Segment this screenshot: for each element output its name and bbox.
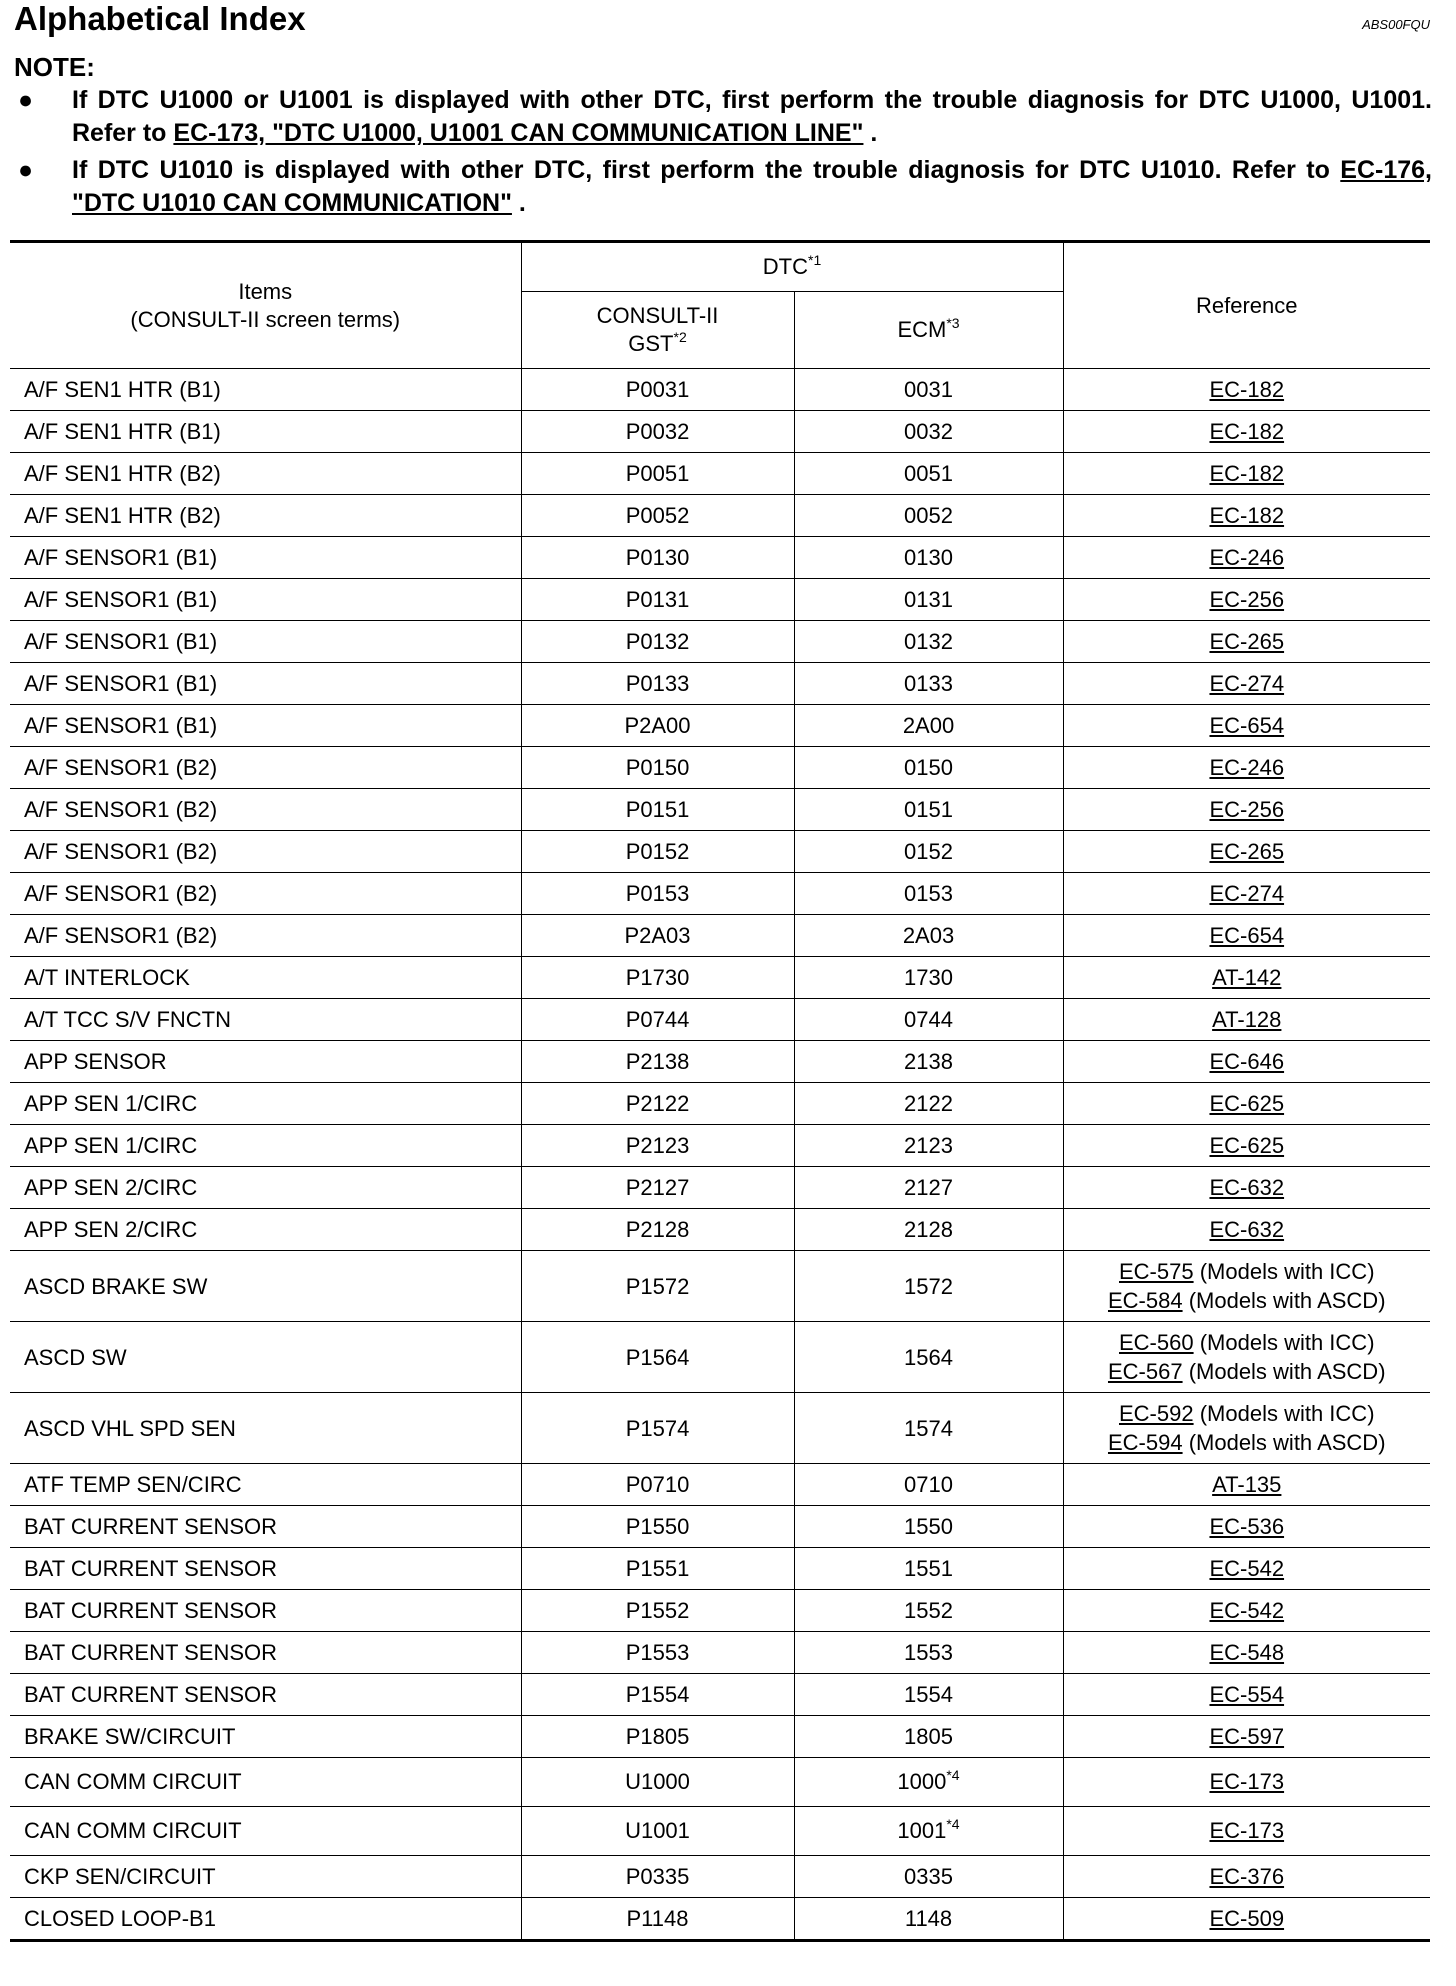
reference-link[interactable]: AT-135 xyxy=(1212,1471,1282,1497)
reference-link[interactable]: EC-274 xyxy=(1209,670,1285,696)
bullet-dot-icon: ● xyxy=(18,86,34,114)
table-row xyxy=(10,831,1430,873)
row-reference xyxy=(1063,1590,1430,1632)
header-ecm: ECM$^{*3}$ xyxy=(794,292,1063,369)
row-consult-code: P1730 xyxy=(521,957,794,999)
note-bullet xyxy=(14,154,1432,220)
reference-note: (Models with ICC) xyxy=(1193,1401,1375,1426)
row-consult-code: P1148 xyxy=(521,1898,794,1941)
row-item-name: BAT CURRENT SENSOR xyxy=(10,1548,521,1590)
row-reference xyxy=(1063,747,1430,789)
row-item-name: A/F SEN1 HTR (B2) xyxy=(10,453,521,495)
row-ecm-code: 0150 xyxy=(794,747,1063,789)
row-ecm-code: 0133 xyxy=(794,663,1063,705)
table-row xyxy=(10,1632,1430,1674)
row-item-name: BAT CURRENT SENSOR xyxy=(10,1674,521,1716)
note-label: NOTE: xyxy=(14,52,95,82)
row-ecm-code: 0335 xyxy=(794,1856,1063,1898)
reference-link[interactable]: EC-567 xyxy=(1107,1359,1183,1384)
row-reference xyxy=(1063,1632,1430,1674)
row-item-name: APP SEN 1/CIRC xyxy=(10,1125,521,1167)
reference-link[interactable]: EC-584 xyxy=(1107,1288,1183,1313)
row-ecm-code: 1550 xyxy=(794,1506,1063,1548)
reference-link[interactable]: EC-646 xyxy=(1209,1048,1285,1074)
reference-link[interactable]: EC-182 xyxy=(1209,418,1285,444)
row-ecm-code: 0151 xyxy=(794,789,1063,831)
reference-link[interactable]: EC-575 xyxy=(1119,1259,1194,1284)
reference-note: (Models with ASCD) xyxy=(1182,1359,1386,1384)
row-ecm-code: 1553 xyxy=(794,1632,1063,1674)
row-reference xyxy=(1063,915,1430,957)
table-row xyxy=(10,621,1430,663)
row-reference xyxy=(1063,1674,1430,1716)
reference-link[interactable]: EC-182 xyxy=(1209,376,1285,402)
row-reference xyxy=(1063,1548,1430,1590)
row-item-name: A/F SEN1 HTR (B1) xyxy=(10,411,521,453)
row-consult-code: P1574 xyxy=(521,1393,794,1464)
table-row xyxy=(10,1464,1430,1506)
row-consult-code: P0744 xyxy=(521,999,794,1041)
row-consult-code: P0130 xyxy=(521,537,794,579)
table-row xyxy=(10,1322,1430,1393)
row-item-name: A/T INTERLOCK xyxy=(10,957,521,999)
row-ecm-code: 2128 xyxy=(794,1209,1063,1251)
reference-link[interactable]: EC-246 xyxy=(1209,754,1285,780)
row-consult-code: P0151 xyxy=(521,789,794,831)
header-dtc: DTC$^{*1}$ xyxy=(521,242,1063,292)
reference-link[interactable]: EC-625 xyxy=(1209,1132,1285,1158)
row-reference xyxy=(1063,789,1430,831)
row-reference xyxy=(1063,1125,1430,1167)
reference-note: (Models with ASCD) xyxy=(1182,1430,1386,1455)
row-reference xyxy=(1063,621,1430,663)
row-ecm-code: 1564 xyxy=(794,1322,1063,1393)
note-reference-link[interactable]: EC-176, "DTC U1010 CAN COMMUNICATION" xyxy=(72,156,1432,217)
reference-link[interactable]: EC-182 xyxy=(1209,502,1285,528)
row-ecm-code: 2A03 xyxy=(794,915,1063,957)
row-reference xyxy=(1063,537,1430,579)
row-reference xyxy=(1063,873,1430,915)
row-item-name: BAT CURRENT SENSOR xyxy=(10,1632,521,1674)
table-row xyxy=(10,1548,1430,1590)
row-ecm-code: 0131 xyxy=(794,579,1063,621)
row-item-name: A/F SEN1 HTR (B2) xyxy=(10,495,521,537)
row-item-name: A/F SENSOR1 (B2) xyxy=(10,789,521,831)
row-reference xyxy=(1063,495,1430,537)
row-consult-code: P2122 xyxy=(521,1083,794,1125)
document-code: ABS00FQU xyxy=(1362,17,1430,32)
row-item-name: ASCD VHL SPD SEN xyxy=(10,1393,521,1464)
table-row xyxy=(10,1716,1430,1758)
reference-link[interactable]: EC-625 xyxy=(1209,1090,1285,1116)
row-consult-code: P1551 xyxy=(521,1548,794,1590)
table-row xyxy=(10,1041,1430,1083)
row-reference xyxy=(1063,411,1430,453)
row-ecm-code: 0032 xyxy=(794,411,1063,453)
reference-link[interactable]: EC-256 xyxy=(1209,586,1285,612)
row-reference xyxy=(1063,1251,1430,1322)
row-item-name: APP SENSOR xyxy=(10,1041,521,1083)
page-title: Alphabetical Index xyxy=(14,0,306,37)
table-row xyxy=(10,537,1430,579)
reference-note: (Models with ASCD) xyxy=(1182,1288,1386,1313)
row-item-name: A/F SENSOR1 (B2) xyxy=(10,831,521,873)
row-consult-code: P0710 xyxy=(521,1464,794,1506)
table-row xyxy=(10,1898,1430,1941)
row-reference xyxy=(1063,831,1430,873)
table-body xyxy=(10,369,1430,1941)
row-item-name: ASCD SW xyxy=(10,1322,521,1393)
row-reference xyxy=(1063,1393,1430,1464)
table-row xyxy=(10,411,1430,453)
row-item-name: A/T TCC S/V FNCTN xyxy=(10,999,521,1041)
row-item-name: A/F SENSOR1 (B1) xyxy=(10,621,521,663)
bullet-dot-icon: ● xyxy=(18,156,34,184)
row-consult-code: P2138 xyxy=(521,1041,794,1083)
reference-note: (Models with ICC) xyxy=(1193,1259,1375,1284)
note-text: If DTC U1010 is displayed with other DTC, first perform the trouble diagnosis for DTC U1010. Refer to EC-176, "DTC U1010 CAN COMMUNICATION" . xyxy=(72,156,1432,217)
row-item-name: CKP SEN/CIRCUIT xyxy=(10,1856,521,1898)
row-item-name: A/F SEN1 HTR (B1) xyxy=(10,369,521,411)
row-ecm-code: 0710 xyxy=(794,1464,1063,1506)
reference-link[interactable]: EC-597 xyxy=(1209,1723,1285,1749)
table-row xyxy=(10,1083,1430,1125)
reference-link[interactable]: EC-542 xyxy=(1209,1555,1285,1581)
row-reference xyxy=(1063,1506,1430,1548)
row-ecm-code: 1000$^{*4}$ xyxy=(794,1758,1063,1807)
row-reference xyxy=(1063,1083,1430,1125)
row-item-name: A/F SENSOR1 (B1) xyxy=(10,705,521,747)
row-item-name: BRAKE SW/CIRCUIT xyxy=(10,1716,521,1758)
reference-link[interactable]: EC-592 xyxy=(1119,1401,1194,1426)
row-item-name: A/F SENSOR1 (B1) xyxy=(10,663,521,705)
row-ecm-code: 0052 xyxy=(794,495,1063,537)
row-item-name: BAT CURRENT SENSOR xyxy=(10,1506,521,1548)
reference-link[interactable]: EC-173 xyxy=(1209,1818,1285,1843)
row-consult-code: P1550 xyxy=(521,1506,794,1548)
row-reference xyxy=(1063,1167,1430,1209)
table-row xyxy=(10,579,1430,621)
row-reference xyxy=(1063,369,1430,411)
row-consult-code: P0132 xyxy=(521,621,794,663)
row-reference xyxy=(1063,453,1430,495)
row-ecm-code: 1554 xyxy=(794,1674,1063,1716)
row-consult-code: P2123 xyxy=(521,1125,794,1167)
row-consult-code: P1564 xyxy=(521,1322,794,1393)
row-reference xyxy=(1063,705,1430,747)
row-item-name: APP SEN 2/CIRC xyxy=(10,1167,521,1209)
reference-link[interactable]: EC-246 xyxy=(1209,544,1285,570)
row-consult-code: P0052 xyxy=(521,495,794,537)
reference-link[interactable]: EC-654 xyxy=(1209,712,1285,738)
row-item-name: ATF TEMP SEN/CIRC xyxy=(10,1464,521,1506)
row-item-name: A/F SENSOR1 (B2) xyxy=(10,915,521,957)
table-row xyxy=(10,957,1430,999)
row-reference xyxy=(1063,1856,1430,1898)
row-reference xyxy=(1063,663,1430,705)
reference-link[interactable]: EC-256 xyxy=(1209,796,1285,822)
table-row xyxy=(10,747,1430,789)
row-consult-code: P1552 xyxy=(521,1590,794,1632)
row-consult-code: P0133 xyxy=(521,663,794,705)
reference-link[interactable]: AT-142 xyxy=(1212,964,1282,990)
row-reference xyxy=(1063,1209,1430,1251)
row-ecm-code: 2127 xyxy=(794,1167,1063,1209)
table-row xyxy=(10,1590,1430,1632)
reference-link[interactable]: EC-560 xyxy=(1119,1330,1194,1355)
reference-link[interactable]: EC-554 xyxy=(1209,1681,1285,1707)
reference-link[interactable]: EC-548 xyxy=(1209,1639,1285,1665)
row-reference xyxy=(1063,999,1430,1041)
row-ecm-code: 1551 xyxy=(794,1548,1063,1590)
header-consult-gst: CONSULT-II GST$^{*2}$ xyxy=(521,292,794,369)
row-ecm-code: 0031 xyxy=(794,369,1063,411)
row-reference xyxy=(1063,1758,1430,1807)
row-ecm-code: 2122 xyxy=(794,1083,1063,1125)
row-item-name: CLOSED LOOP-B1 xyxy=(10,1898,521,1941)
table-row xyxy=(10,873,1430,915)
reference-link[interactable]: EC-265 xyxy=(1209,628,1285,654)
row-consult-code: P1554 xyxy=(521,1674,794,1716)
table-row xyxy=(10,1758,1430,1807)
reference-link[interactable]: EC-274 xyxy=(1209,880,1285,906)
row-item-name: A/F SENSOR1 (B2) xyxy=(10,873,521,915)
reference-link[interactable]: EC-536 xyxy=(1209,1513,1285,1539)
row-ecm-code: 2A00 xyxy=(794,705,1063,747)
row-ecm-code: 1148 xyxy=(794,1898,1063,1941)
reference-link[interactable]: EC-632 xyxy=(1209,1174,1285,1200)
row-reference xyxy=(1063,1322,1430,1393)
row-consult-code: P0031 xyxy=(521,369,794,411)
row-item-name: A/F SENSOR1 (B1) xyxy=(10,537,521,579)
header-reference: Reference xyxy=(1063,242,1430,369)
row-reference xyxy=(1063,579,1430,621)
table-row xyxy=(10,915,1430,957)
row-consult-code: P0335 xyxy=(521,1856,794,1898)
reference-link[interactable]: EC-632 xyxy=(1209,1216,1285,1242)
table-row xyxy=(10,369,1430,411)
table-row xyxy=(10,1674,1430,1716)
reference-link[interactable]: EC-182 xyxy=(1209,460,1285,486)
row-consult-code: U1001 xyxy=(521,1807,794,1856)
row-item-name: APP SEN 2/CIRC xyxy=(10,1209,521,1251)
row-ecm-code: 0152 xyxy=(794,831,1063,873)
row-ecm-code: 0132 xyxy=(794,621,1063,663)
row-consult-code: P2A03 xyxy=(521,915,794,957)
reference-note: (Models with ICC) xyxy=(1193,1330,1375,1355)
row-ecm-code: 2123 xyxy=(794,1125,1063,1167)
row-ecm-code: 1730 xyxy=(794,957,1063,999)
reference-link[interactable]: EC-509 xyxy=(1209,1905,1285,1931)
row-reference xyxy=(1063,1898,1430,1941)
reference-link[interactable]: EC-265 xyxy=(1209,838,1285,864)
row-consult-code: P0153 xyxy=(521,873,794,915)
row-reference xyxy=(1063,1464,1430,1506)
table-row xyxy=(10,1807,1430,1856)
reference-link[interactable]: EC-542 xyxy=(1209,1597,1285,1623)
table-row xyxy=(10,999,1430,1041)
row-consult-code: U1000 xyxy=(521,1758,794,1807)
row-consult-code: P2A00 xyxy=(521,705,794,747)
reference-link[interactable]: EC-654 xyxy=(1209,922,1285,948)
row-consult-code: P1572 xyxy=(521,1251,794,1322)
table-row xyxy=(10,1209,1430,1251)
row-consult-code: P1553 xyxy=(521,1632,794,1674)
table-row xyxy=(10,663,1430,705)
row-ecm-code: 1572 xyxy=(794,1251,1063,1322)
dtc-index-table xyxy=(10,240,1430,1942)
row-ecm-code: 0130 xyxy=(794,537,1063,579)
row-reference xyxy=(1063,1807,1430,1856)
row-item-name: BAT CURRENT SENSOR xyxy=(10,1590,521,1632)
row-consult-code: P0150 xyxy=(521,747,794,789)
row-consult-code: P2128 xyxy=(521,1209,794,1251)
reference-link[interactable]: EC-376 xyxy=(1209,1863,1285,1889)
row-ecm-code: 0153 xyxy=(794,873,1063,915)
note-text: If DTC U1000 or U1001 is displayed with other DTC, first perform the trouble diagnosis for DTC U1000, U1001. Refer to EC-173, "DTC U1000, U1001 CAN COMMUNICATION LINE" . xyxy=(72,86,1432,147)
table-row xyxy=(10,705,1430,747)
row-item-name: APP SEN 1/CIRC xyxy=(10,1083,521,1125)
table-row xyxy=(10,1506,1430,1548)
row-ecm-code: 1574 xyxy=(794,1393,1063,1464)
table-row xyxy=(10,1251,1430,1322)
table-row xyxy=(10,1856,1430,1898)
row-ecm-code: 1552 xyxy=(794,1590,1063,1632)
row-item-name: CAN COMM CIRCUIT xyxy=(10,1758,521,1807)
reference-link[interactable]: AT-128 xyxy=(1212,1006,1282,1032)
table-row xyxy=(10,1125,1430,1167)
table-row xyxy=(10,495,1430,537)
row-item-name: A/F SENSOR1 (B2) xyxy=(10,747,521,789)
row-consult-code: P0131 xyxy=(521,579,794,621)
note-bullet xyxy=(14,84,1432,150)
header-items: Items (CONSULT-II screen terms) xyxy=(10,242,521,369)
row-consult-code: P1805 xyxy=(521,1716,794,1758)
row-item-name: CAN COMM CIRCUIT xyxy=(10,1807,521,1856)
table-row xyxy=(10,789,1430,831)
row-consult-code: P0032 xyxy=(521,411,794,453)
row-ecm-code: 1805 xyxy=(794,1716,1063,1758)
row-item-name: ASCD BRAKE SW xyxy=(10,1251,521,1322)
row-consult-code: P0152 xyxy=(521,831,794,873)
row-reference xyxy=(1063,1041,1430,1083)
row-ecm-code: 2138 xyxy=(794,1041,1063,1083)
table-row xyxy=(10,1393,1430,1464)
reference-link[interactable]: EC-594 xyxy=(1107,1430,1183,1455)
row-reference xyxy=(1063,957,1430,999)
row-consult-code: P0051 xyxy=(521,453,794,495)
table-row xyxy=(10,453,1430,495)
row-item-name: A/F SENSOR1 (B1) xyxy=(10,579,521,621)
row-ecm-code: 0744 xyxy=(794,999,1063,1041)
row-ecm-code: 1001$^{*4}$ xyxy=(794,1807,1063,1856)
note-reference-link[interactable]: EC-173, "DTC U1000, U1001 CAN COMMUNICATION LINE" xyxy=(173,119,864,147)
row-ecm-code: 0051 xyxy=(794,453,1063,495)
row-reference xyxy=(1063,1716,1430,1758)
table-row xyxy=(10,1167,1430,1209)
row-consult-code: P2127 xyxy=(521,1167,794,1209)
reference-link[interactable]: EC-173 xyxy=(1209,1769,1285,1794)
